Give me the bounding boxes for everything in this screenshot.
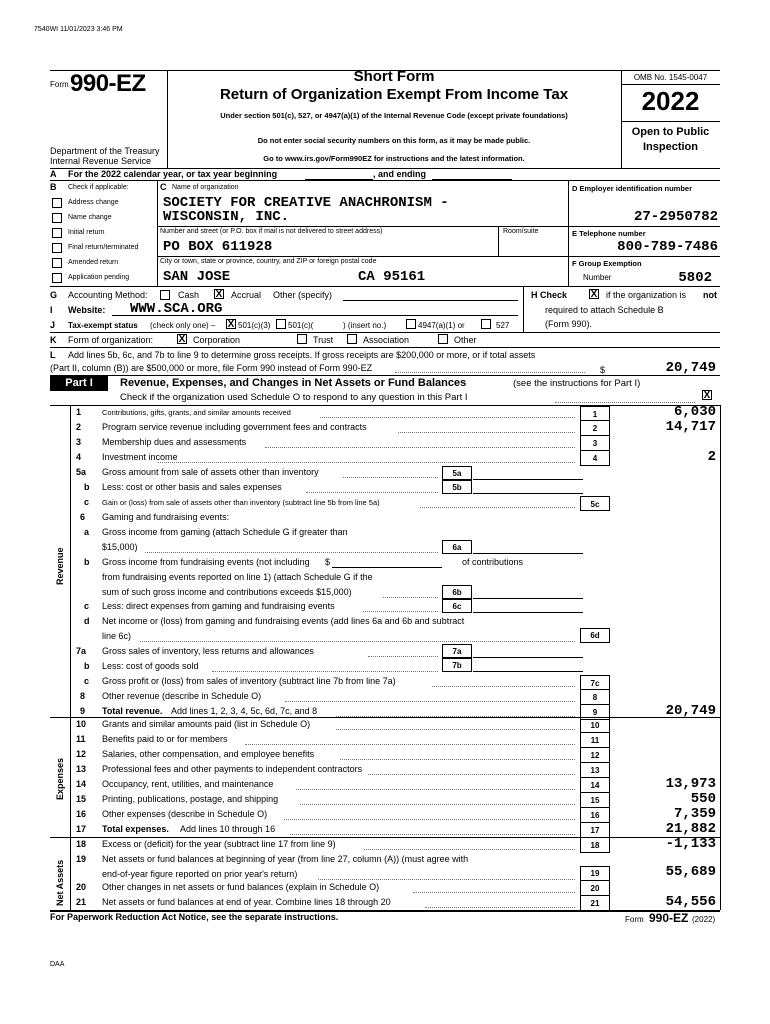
line-7c bbox=[0, 675, 770, 690]
group-exemption-number: 5802 bbox=[678, 270, 712, 286]
line-l-dollar: $ bbox=[600, 365, 606, 375]
line-b-letter: B bbox=[50, 182, 57, 192]
org-name-line1: SOCIETY FOR CREATIVE ANACHRONISM - bbox=[163, 195, 449, 211]
line-5a bbox=[0, 466, 770, 481]
line-b-label: Check if applicable: bbox=[68, 184, 129, 191]
subtitle: Under section 501(c), 527, or 4947(a)(1) of the Internal Revenue Code (except private foundations) bbox=[220, 111, 568, 120]
line-7c-desc: Gross profit or (loss) from sales of inventory (subtract line 7b from line 7a) bbox=[102, 676, 396, 686]
label-application-pending: Application pending bbox=[68, 274, 130, 281]
line-5c-box: 5c bbox=[580, 496, 610, 511]
line-7a bbox=[0, 645, 770, 660]
line-5a-box: 5a bbox=[442, 466, 472, 480]
line-7a-box: 7a bbox=[442, 644, 472, 658]
line-7c-box: 7c bbox=[580, 675, 610, 690]
phone-value: 800-789-7486 bbox=[617, 239, 718, 255]
part1-schedule-o-text: Check if the organization used Schedule O to respond to any question in this Part I bbox=[120, 392, 468, 403]
title-short-form: Short Form bbox=[353, 68, 435, 85]
label-amended-return: Amended return bbox=[68, 259, 119, 266]
daa-mark: DAA bbox=[50, 961, 65, 968]
line-8-box: 8 bbox=[580, 690, 610, 705]
accounting-method-label: Accounting Method: bbox=[68, 290, 148, 300]
city-label: City or town, state or province, country, and ZIP or foreign postal code bbox=[160, 258, 377, 265]
line-21-box: 21 bbox=[580, 896, 610, 911]
line-6a-num: a bbox=[84, 527, 90, 537]
line-17-desc-bold: Total expenses. bbox=[102, 824, 169, 834]
line-5b-num: b bbox=[84, 482, 90, 492]
line-16-num: 16 bbox=[76, 809, 87, 819]
dept-treasury: Department of the Treasury bbox=[50, 146, 160, 156]
line-14-num: 14 bbox=[76, 779, 87, 789]
ein-value: 27-2950782 bbox=[633, 209, 718, 225]
line-i-letter: I bbox=[50, 305, 53, 315]
line-h-text2: if the organization is bbox=[606, 290, 687, 300]
line-5b-amount[interactable] bbox=[473, 480, 583, 494]
line-5c bbox=[0, 496, 770, 511]
checkbox-4947[interactable] bbox=[406, 319, 416, 329]
line-18-num: 18 bbox=[76, 839, 87, 849]
street-label: Number and street (or P.O. box if mail is not delivered to street address) bbox=[160, 228, 383, 235]
line-6d-num: d bbox=[84, 616, 90, 626]
tax-year: 2022 bbox=[641, 86, 700, 116]
line-9-box: 9 bbox=[580, 705, 610, 720]
side-label-revenue: Revenue bbox=[55, 547, 65, 585]
line-15-box: 15 bbox=[580, 793, 610, 808]
label-cash: Cash bbox=[178, 290, 200, 300]
line-11-desc: Benefits paid to or for members bbox=[102, 734, 228, 744]
line-1-box: 1 bbox=[580, 406, 610, 421]
label-name-change: Name change bbox=[68, 214, 112, 221]
form-word: Form bbox=[50, 80, 69, 89]
line-c-letter: C bbox=[160, 182, 167, 192]
checkbox-501c3[interactable]: X bbox=[227, 319, 235, 330]
line-11-box: 11 bbox=[580, 733, 610, 748]
line-a-letter: A bbox=[50, 169, 57, 179]
line-6b-desc1: Gross income from fundraising events (not including bbox=[102, 557, 310, 567]
footer-form-word: Form bbox=[625, 915, 644, 924]
ein-label: D Employer identification number bbox=[572, 184, 693, 193]
line-18-box: 18 bbox=[580, 838, 610, 853]
org-name-line2: WISCONSIN, INC. bbox=[163, 209, 290, 225]
line-11-num: 11 bbox=[76, 734, 86, 744]
open-public-2: Inspection bbox=[642, 141, 698, 153]
line-18-desc: Excess or (deficit) for the year (subtract line 17 from line 9) bbox=[102, 839, 336, 849]
line-10-num: 10 bbox=[76, 719, 87, 729]
line-4 bbox=[0, 451, 770, 466]
line-6a-box: 6a bbox=[442, 540, 472, 554]
line-h-text3: required to attach Schedule B bbox=[545, 305, 664, 315]
line-21 bbox=[0, 896, 770, 911]
label-other-method: Other (specify) bbox=[273, 290, 333, 300]
checkbox-amended-return[interactable] bbox=[52, 258, 62, 268]
label-other-org: Other bbox=[454, 335, 477, 345]
line-2-num: 2 bbox=[76, 422, 82, 432]
line-1-amount[interactable]: 6,030 bbox=[673, 404, 716, 420]
line-8-desc: Other revenue (describe in Schedule O) bbox=[102, 691, 262, 701]
line-14-box: 14 bbox=[580, 778, 610, 793]
paperwork-notice: For Paperwork Reduction Act Notice, see the separate instructions. bbox=[50, 912, 339, 922]
line-13-num: 13 bbox=[76, 764, 87, 774]
line-20-box: 20 bbox=[580, 881, 610, 896]
line-19-num: 19 bbox=[76, 854, 87, 864]
line-l-text1: Add lines 5b, 6c, and 7b to line 9 to determine gross receipts. If gross receipts are $200,000 or more, or if total assets bbox=[68, 350, 536, 360]
print-stamp: 7540WI 11/01/2023 3:46 PM bbox=[34, 26, 123, 33]
line-l-letter: L bbox=[50, 350, 56, 360]
side-label-net-assets: Net Assets bbox=[55, 859, 65, 906]
label-insert-no: ) (insert no.) bbox=[343, 321, 387, 330]
line-6b-box: 6b bbox=[442, 585, 472, 599]
line-7c-num: c bbox=[84, 676, 90, 686]
omb-number: OMB No. 1545-0047 bbox=[633, 73, 708, 82]
line-a-ending: , and ending bbox=[373, 169, 426, 179]
line-6-desc: Gaming and fundraising events: bbox=[102, 512, 230, 522]
checkbox-trust[interactable] bbox=[297, 334, 307, 344]
label-accrual: Accrual bbox=[231, 290, 262, 300]
checkbox-cash[interactable] bbox=[160, 290, 170, 300]
line-19-desc1: Net assets or fund balances at beginning of year (from line 27, column (A)) (must agree with bbox=[102, 854, 469, 864]
org-city: SAN JOSE bbox=[163, 269, 231, 285]
tax-exempt-hint: (check only one) – bbox=[150, 321, 216, 330]
line-j-letter: J bbox=[50, 320, 56, 330]
line-5c-num: c bbox=[84, 497, 90, 507]
line-14-desc: Occupancy, rent, utilities, and maintenance bbox=[102, 779, 274, 789]
line-5c-desc: Gain or (loss) from sale of assets other than inventory (subtract line 5b from line 5a) bbox=[102, 498, 380, 507]
checkbox-accrual[interactable]: X bbox=[215, 289, 223, 300]
notice-instructions: Go to www.irs.gov/Form990EZ for instructions and the latest information. bbox=[263, 154, 525, 163]
checkbox-address-change[interactable] bbox=[52, 198, 62, 208]
checkbox-corporation[interactable]: X bbox=[178, 334, 186, 345]
line-3-box: 3 bbox=[580, 436, 610, 451]
line-2-amount[interactable]: 14,717 bbox=[665, 419, 716, 435]
line-h-text4: (Form 990). bbox=[545, 319, 593, 329]
line-7b-num: b bbox=[84, 661, 90, 671]
line-6a-amount[interactable] bbox=[473, 540, 583, 554]
line-6c-box: 6c bbox=[442, 599, 472, 613]
line-7b bbox=[0, 660, 770, 675]
line-12-box: 12 bbox=[580, 748, 610, 763]
line-6a-desc1: Gross income from gaming (attach Schedule G if greater than bbox=[102, 527, 348, 537]
line-g-letter: G bbox=[50, 290, 58, 300]
line-18 bbox=[0, 838, 770, 853]
line-12-desc: Salaries, other compensation, and employee benefits bbox=[102, 749, 315, 759]
line-1-num: 1 bbox=[76, 407, 82, 417]
line-6b-dollar: $ bbox=[325, 557, 331, 567]
checkbox-527[interactable] bbox=[481, 319, 491, 329]
line-6b bbox=[0, 556, 770, 571]
line-6b-num: b bbox=[84, 557, 90, 567]
line-16-amount[interactable]: 7,359 bbox=[673, 806, 716, 822]
line-6b-amount[interactable] bbox=[473, 585, 583, 599]
form-org-label: Form of organization: bbox=[68, 335, 154, 345]
line-7b-box: 7b bbox=[442, 658, 472, 672]
line-h-not: not bbox=[703, 290, 717, 300]
checkbox-name-change[interactable] bbox=[52, 213, 62, 223]
checkbox-part1-schedule-o[interactable]: X bbox=[703, 390, 711, 401]
part1-title: Revenue, Expenses, and Changes in Net Assets or Fund Balances bbox=[120, 377, 467, 389]
phone-label: E Telephone number bbox=[572, 229, 646, 238]
checkbox-association[interactable] bbox=[347, 334, 357, 344]
line-6c-num: c bbox=[84, 601, 90, 611]
checkbox-other-org[interactable] bbox=[438, 334, 448, 344]
line-5b-desc: Less: cost or other basis and sales expenses bbox=[102, 482, 282, 492]
line-6a-desc2: $15,000) bbox=[102, 542, 138, 552]
side-label-expenses: Expenses bbox=[55, 757, 65, 800]
line-21-desc: Net assets or fund balances at end of year. Combine lines 18 through 20 bbox=[102, 897, 391, 907]
line-12-num: 12 bbox=[76, 749, 87, 759]
label-corporation: Corporation bbox=[193, 335, 241, 345]
line-6b-desc2: from fundraising events reported on line 1) (attach Schedule G if the bbox=[102, 572, 373, 582]
group-exemption-label: F Group Exemption bbox=[572, 259, 642, 268]
line-21-amount[interactable]: 54,556 bbox=[665, 894, 716, 910]
line-20-num: 20 bbox=[76, 882, 87, 892]
line-6c-desc: Less: direct expenses from gaming and fundraising events bbox=[102, 601, 335, 611]
line-a-text: For the 2022 calendar year, or tax year beginning bbox=[68, 169, 278, 179]
org-street: PO BOX 611928 bbox=[163, 239, 273, 255]
org-state-zip: CA 95161 bbox=[358, 269, 426, 285]
line-10-box: 10 bbox=[580, 718, 610, 733]
line-17-box: 17 bbox=[580, 823, 610, 838]
line-8-num: 8 bbox=[80, 691, 86, 701]
org-name-label: Name of organization bbox=[172, 184, 239, 191]
room-suite-label: Room/suite bbox=[503, 228, 539, 235]
line-17-num: 17 bbox=[76, 824, 87, 834]
label-trust: Trust bbox=[313, 335, 334, 345]
footer-form-year: (2022) bbox=[692, 915, 716, 924]
line-6 bbox=[0, 511, 770, 526]
line-19-desc2: end-of-year figure reported on prior year's return) bbox=[102, 869, 298, 879]
footer-form-number: 990-EZ bbox=[649, 911, 689, 925]
line-6c-amount[interactable] bbox=[473, 599, 583, 613]
line-10-desc: Grants and similar amounts paid (list in Schedule O) bbox=[102, 719, 311, 729]
line-5b-box: 5b bbox=[442, 480, 472, 494]
line-5b bbox=[0, 481, 770, 496]
line-4-desc: Investment income bbox=[102, 452, 178, 462]
line-9-desc-bold: Total revenue. bbox=[102, 706, 163, 716]
line-6-num: 6 bbox=[80, 512, 86, 522]
gross-receipts-amount: 20,749 bbox=[665, 360, 716, 376]
line-18-amount[interactable]: -1,133 bbox=[665, 836, 716, 852]
line-17-desc: Add lines 10 through 16 bbox=[180, 824, 276, 834]
dept-irs: Internal Revenue Service bbox=[50, 156, 152, 166]
notice-ssn: Do not enter social security numbers on this form, as it may be made public. bbox=[257, 136, 531, 145]
checkbox-501c[interactable] bbox=[276, 319, 286, 329]
label-association: Association bbox=[363, 335, 410, 345]
line-6b-of-contributions: of contributions bbox=[462, 557, 524, 567]
line-6a bbox=[0, 526, 770, 541]
checkbox-initial-return[interactable] bbox=[52, 228, 62, 238]
line-l-text2: (Part II, column (B)) are $500,000 or more, file Form 990 instead of Form 990-EZ bbox=[50, 363, 373, 373]
checkbox-schedule-b[interactable]: X bbox=[590, 289, 598, 300]
line-19-box: 19 bbox=[580, 866, 610, 881]
form-number: 990-EZ bbox=[70, 70, 146, 97]
line-4-amount[interactable]: 2 bbox=[707, 449, 716, 465]
checkbox-final-return[interactable] bbox=[52, 243, 62, 253]
label-501c: 501(c)( bbox=[288, 321, 314, 330]
group-exemption-number-label: Number bbox=[583, 273, 612, 282]
line-6d-desc1: Net income or (loss) from gaming and fundraising events (add lines 6a and 6b and subtract bbox=[102, 616, 465, 626]
line-15-amount[interactable]: 550 bbox=[690, 791, 716, 807]
line-13-box: 13 bbox=[580, 763, 610, 778]
line-9-desc: Add lines 1, 2, 3, 4, 5c, 6d, 7c, and 8 bbox=[171, 706, 318, 716]
line-9-num: 9 bbox=[80, 706, 86, 716]
line-10 bbox=[0, 718, 770, 733]
label-527: 527 bbox=[496, 321, 510, 330]
line-7a-desc: Gross sales of inventory, less returns and allowances bbox=[102, 646, 314, 656]
label-final-return: Final return/terminated bbox=[68, 244, 139, 251]
website-value: WWW.SCA.ORG bbox=[130, 301, 223, 317]
line-9-amount[interactable]: 20,749 bbox=[665, 703, 716, 719]
label-initial-return: Initial return bbox=[68, 229, 105, 236]
line-2-box: 2 bbox=[580, 421, 610, 436]
checkbox-application-pending[interactable] bbox=[52, 273, 62, 283]
line-11 bbox=[0, 733, 770, 748]
line-6b-desc3: sum of such gross income and contributions exceeds $15,000) bbox=[102, 587, 352, 597]
line-14-amount[interactable]: 13,973 bbox=[665, 776, 716, 792]
label-address-change: Address change bbox=[68, 199, 119, 206]
line-7b-amount[interactable] bbox=[473, 658, 583, 672]
line-6d-box: 6d bbox=[580, 628, 610, 643]
line-3-num: 3 bbox=[76, 437, 82, 447]
line-4-box: 4 bbox=[580, 451, 610, 466]
line-2-desc: Program service revenue including government fees and contracts bbox=[102, 422, 367, 432]
line-k-letter: K bbox=[50, 335, 57, 345]
line-h-check: H Check bbox=[531, 290, 568, 300]
tax-exempt-label: Tax-exempt status bbox=[68, 321, 138, 330]
line-1-desc: Contributions, gifts, grants, and similar amounts received bbox=[102, 408, 291, 417]
line-17-amount[interactable]: 21,882 bbox=[665, 821, 716, 837]
line-7a-amount[interactable] bbox=[473, 644, 583, 658]
line-7a-num: 7a bbox=[76, 646, 87, 656]
line-19-amount[interactable]: 55,689 bbox=[665, 864, 716, 880]
line-7b-desc: Less: cost of goods sold bbox=[102, 661, 199, 671]
line-5a-desc: Gross amount from sale of assets other than inventory bbox=[102, 467, 319, 477]
label-4947: 4947(a)(1) or bbox=[418, 321, 465, 330]
line-13-desc: Professional fees and other payments to independent contractors bbox=[102, 764, 363, 774]
line-15-desc: Printing, publications, postage, and shipping bbox=[102, 794, 279, 804]
line-12 bbox=[0, 748, 770, 763]
line-2 bbox=[0, 421, 770, 436]
line-16-box: 16 bbox=[580, 808, 610, 823]
line-20-desc: Other changes in net assets or fund balances (explain in Schedule O) bbox=[102, 882, 380, 892]
line-15-num: 15 bbox=[76, 794, 87, 804]
part1-title-note: (see the instructions for Part I) bbox=[513, 378, 641, 389]
line-6d bbox=[0, 615, 770, 630]
open-public-1: Open to Public bbox=[631, 126, 710, 138]
website-label: Website: bbox=[68, 305, 106, 315]
line-21-num: 21 bbox=[76, 897, 87, 907]
line-5a-amount[interactable] bbox=[473, 466, 583, 480]
line-4-num: 4 bbox=[76, 452, 82, 462]
line-3-desc: Membership dues and assessments bbox=[102, 437, 247, 447]
part1-label: Part I bbox=[50, 376, 108, 391]
line-16-desc: Other expenses (describe in Schedule O) bbox=[102, 809, 268, 819]
title-return: Return of Organization Exempt From Income Tax bbox=[219, 86, 569, 103]
line-6d-desc2: line 6c) bbox=[102, 631, 132, 641]
label-501c3: 501(c)(3) bbox=[238, 321, 271, 330]
line-5a-num: 5a bbox=[76, 467, 87, 477]
line-6c bbox=[0, 600, 770, 615]
